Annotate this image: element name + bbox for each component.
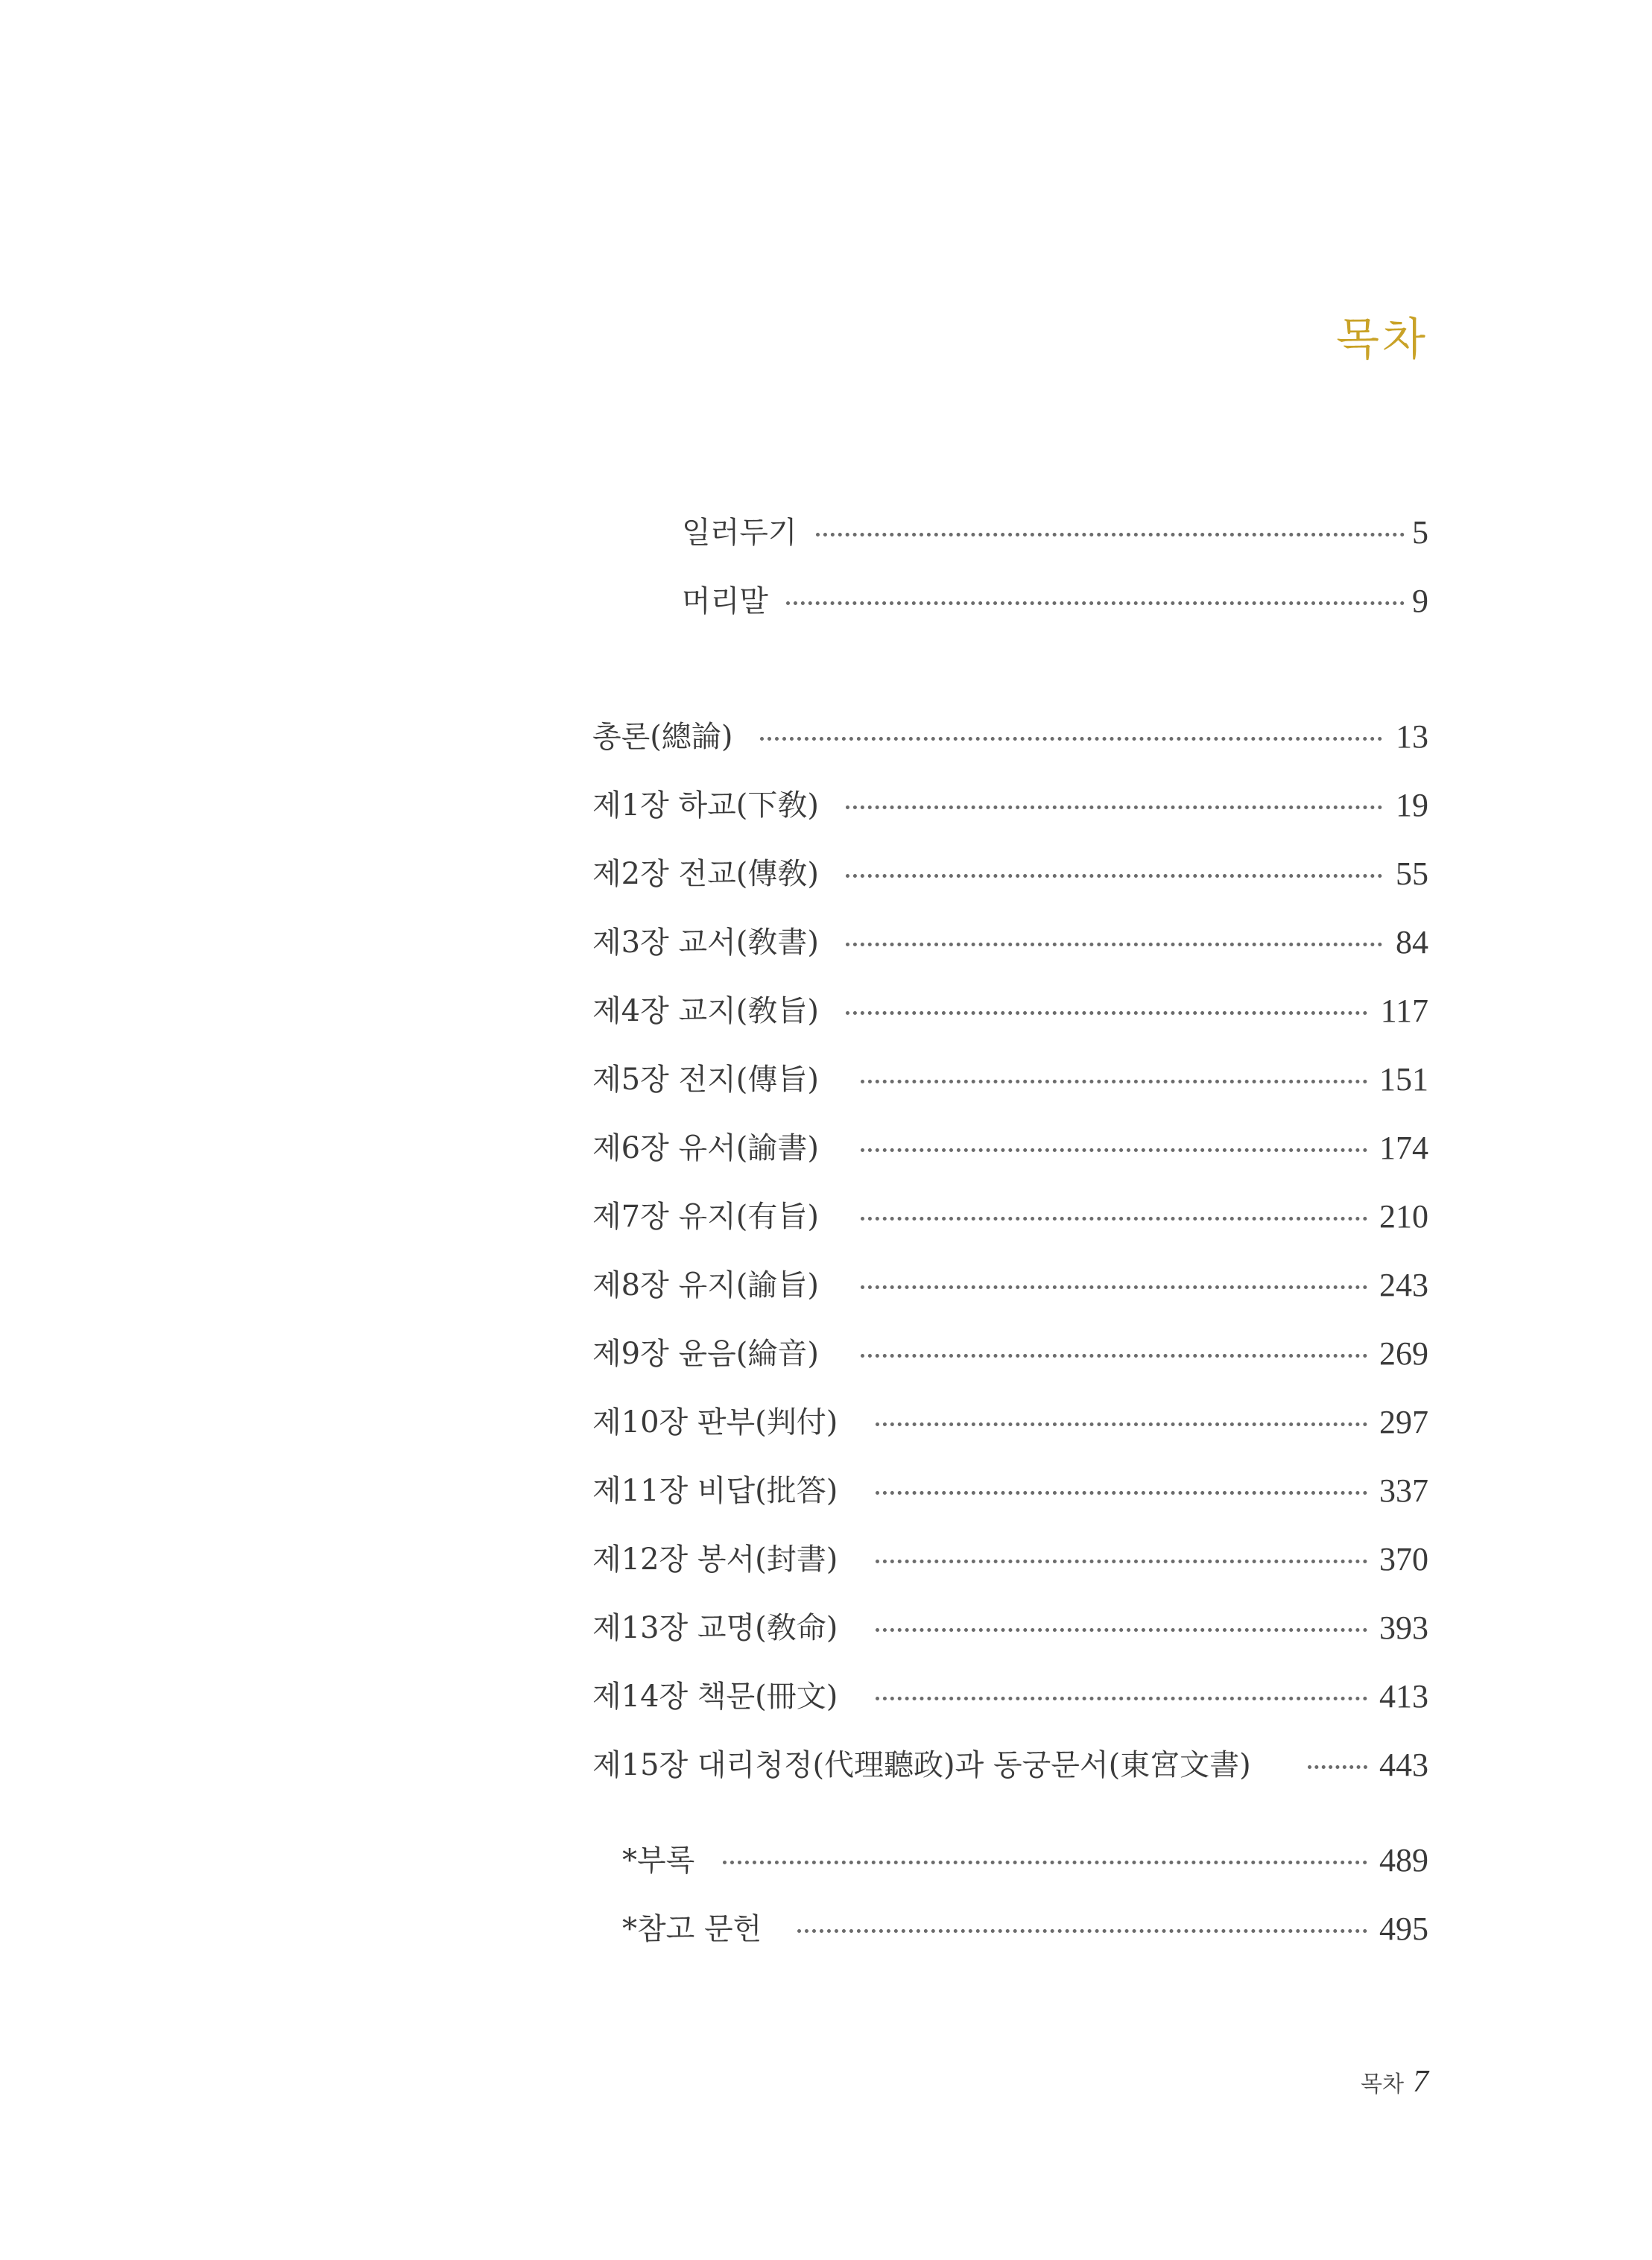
toc-entry-page: 151 bbox=[1379, 1061, 1428, 1098]
toc-entry-label: 일러두기 bbox=[682, 516, 797, 550]
toc-entry-label: *부록 bbox=[622, 1843, 695, 1878]
page-title: 목차 bbox=[1336, 314, 1428, 366]
toc-entry-chapter bbox=[0, 985, 1652, 1037]
toc-leader-dots bbox=[861, 1217, 1367, 1221]
toc-entry-label: 제7장 유지(有旨) bbox=[592, 1200, 819, 1234]
toc-leader-dots bbox=[760, 737, 1382, 741]
toc-entry-page: 337 bbox=[1379, 1472, 1428, 1509]
toc-entry-page: 269 bbox=[1379, 1335, 1428, 1372]
toc-leader-dots bbox=[861, 1080, 1367, 1083]
toc-entry-page: 55 bbox=[1396, 855, 1428, 892]
toc-leader-dots bbox=[861, 1148, 1367, 1152]
toc-entry-front-2 bbox=[0, 575, 1652, 627]
toc-leader-dots bbox=[846, 805, 1382, 809]
toc-entry-chapter bbox=[0, 779, 1652, 832]
toc-entry-front-1 bbox=[0, 507, 1652, 559]
toc-entry-label: 제4장 교지(敎旨) bbox=[592, 994, 819, 1028]
page-footer bbox=[1361, 2064, 1428, 2100]
toc-entry-label: 제15장 대리청정(代理聽政)과 동궁문서(東宮文書) bbox=[592, 1748, 1251, 1782]
toc-entry-page: 413 bbox=[1379, 1678, 1428, 1715]
toc-entry-page: 19 bbox=[1396, 787, 1428, 823]
toc-leader-dots bbox=[797, 1929, 1367, 1933]
toc-leader-dots bbox=[846, 1011, 1367, 1015]
toc-entry-chapter bbox=[0, 1671, 1652, 1723]
toc-leader-dots bbox=[1308, 1765, 1367, 1769]
toc-entry-label: 제2장 전교(傳敎) bbox=[592, 857, 819, 891]
toc-entry-chapter bbox=[0, 917, 1652, 969]
toc-leader-dots bbox=[876, 1697, 1367, 1700]
toc-entry-chapter bbox=[0, 1739, 1652, 1791]
toc-leader-dots bbox=[876, 1628, 1367, 1632]
toc-entry-label: 제1장 하교(下敎) bbox=[592, 788, 819, 823]
toc-entry-label: 제9장 윤음(綸音) bbox=[592, 1337, 819, 1371]
toc-entry-chapter bbox=[0, 1122, 1652, 1174]
toc-entry-chapter bbox=[0, 711, 1652, 763]
toc-entry-chapter bbox=[0, 1328, 1652, 1380]
toc-entry-chapter bbox=[0, 1259, 1652, 1311]
toc-entry-page: 297 bbox=[1379, 1404, 1428, 1440]
toc-entry-label: 제8장 유지(諭旨) bbox=[592, 1268, 819, 1302]
toc-entry-chapter bbox=[0, 1191, 1652, 1243]
toc-entry-label: 제13장 교명(敎命) bbox=[592, 1611, 838, 1645]
toc-entry-page: 393 bbox=[1379, 1609, 1428, 1646]
toc-entry-page: 210 bbox=[1379, 1198, 1428, 1235]
toc-entry-chapter bbox=[0, 1465, 1652, 1517]
toc-entry-page: 370 bbox=[1379, 1541, 1428, 1577]
toc-entry-page: 13 bbox=[1396, 718, 1428, 755]
toc-entry-chapter bbox=[0, 848, 1652, 900]
toc-entry-chapter bbox=[0, 1054, 1652, 1106]
toc-leader-dots bbox=[861, 1285, 1367, 1289]
toc-entry-label: 총론(總論) bbox=[592, 720, 733, 754]
toc-entry-chapter bbox=[0, 1602, 1652, 1654]
toc-entry-page: 495 bbox=[1379, 1911, 1428, 1947]
toc-entry-label: 제10장 판부(判付) bbox=[592, 1405, 838, 1440]
toc-leader-dots bbox=[846, 874, 1382, 878]
toc-entry-label: 제6장 유서(諭書) bbox=[592, 1131, 819, 1165]
toc-entry-label: 제14장 책문(冊文) bbox=[592, 1680, 838, 1714]
toc-leader-dots bbox=[816, 533, 1405, 536]
toc-entry-label: 제11장 비답(批答) bbox=[592, 1474, 838, 1508]
footer-section: 목차 bbox=[1361, 2071, 1404, 2098]
toc-leader-dots bbox=[876, 1422, 1367, 1426]
toc-entry-page: 5 bbox=[1412, 514, 1428, 551]
toc-entry-chapter bbox=[0, 1396, 1652, 1449]
toc-entry-page: 243 bbox=[1379, 1267, 1428, 1303]
toc-leader-dots bbox=[861, 1354, 1367, 1358]
toc-entry-page: 117 bbox=[1380, 993, 1428, 1029]
toc-leader-dots bbox=[786, 601, 1405, 605]
toc-entry-page: 9 bbox=[1412, 583, 1428, 619]
toc-leader-dots bbox=[846, 943, 1382, 946]
footer-page-number: 7 bbox=[1413, 2065, 1428, 2099]
toc-entry-back bbox=[0, 1903, 1652, 1955]
toc-leader-dots bbox=[723, 1861, 1367, 1864]
toc-entry-page: 174 bbox=[1379, 1130, 1428, 1166]
toc-entry-label: 제5장 전지(傳旨) bbox=[592, 1063, 819, 1097]
toc-entry-page: 489 bbox=[1379, 1842, 1428, 1878]
toc-entry-label: 제12장 봉서(封書) bbox=[592, 1542, 838, 1577]
toc-leader-dots bbox=[876, 1560, 1367, 1563]
toc-leader-dots bbox=[876, 1491, 1367, 1495]
toc-entry-chapter bbox=[0, 1533, 1652, 1586]
toc-entry-label: 머리말 bbox=[682, 584, 768, 618]
toc-entry-page: 443 bbox=[1379, 1747, 1428, 1783]
toc-entry-label: *참고 문헌 bbox=[622, 1912, 762, 1946]
toc-entry-page: 84 bbox=[1396, 924, 1428, 960]
toc-entry-label: 제3장 교서(敎書) bbox=[592, 925, 819, 960]
toc-entry-back bbox=[0, 1835, 1652, 1887]
